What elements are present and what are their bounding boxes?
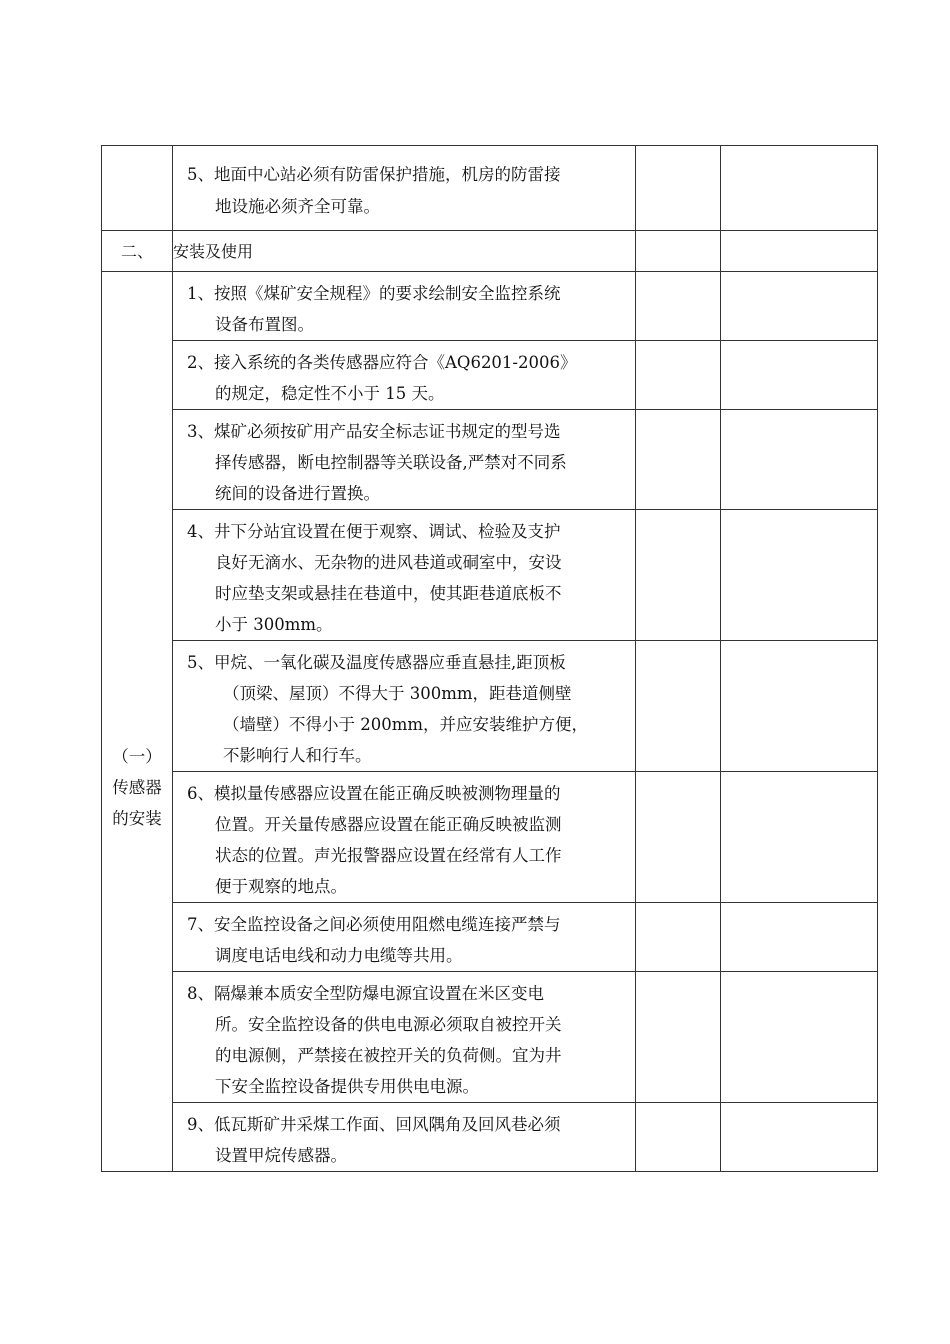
item-line: 地设施必须齐全可靠。: [215, 197, 380, 216]
item-line: 良好无滴水、无杂物的进风巷道或硐室中，安设: [215, 553, 562, 572]
section-title: 安装及使用: [173, 231, 636, 272]
check-cell: [636, 341, 721, 410]
remark-cell: [721, 410, 878, 510]
remark-cell: [721, 272, 878, 341]
item-text-cell: [173, 341, 636, 410]
check-cell: [636, 1103, 721, 1172]
item-line: 3、煤矿必须按矿用产品安全标志证书规定的型号选: [187, 422, 561, 441]
item-line: 状态的位置。声光报警器应设置在经常有人工作: [215, 846, 562, 865]
remark-cell: [721, 972, 878, 1103]
item-line: 5、甲烷、一氧化碳及温度传感器应垂直悬挂,距顶板: [187, 653, 566, 672]
item-line: （顶梁、屋顶）不得大于 300mm，距巷道侧壁: [223, 684, 572, 703]
check-cell: [636, 641, 721, 772]
group-label-line: 的安装: [112, 809, 162, 828]
item-line: 便于观察的地点。: [215, 877, 347, 896]
item-line: 4、井下分站宜设置在便于观察、调试、检验及支护: [187, 522, 561, 541]
remark-cell: [721, 641, 878, 772]
item-text-cell: [173, 641, 636, 772]
group-label-line: （一）: [112, 747, 162, 766]
table-row: [102, 772, 878, 903]
check-cell: [636, 972, 721, 1103]
table-row: [102, 341, 878, 410]
table-row: [102, 146, 878, 231]
table-row: [102, 410, 878, 510]
item-text-cell: [173, 410, 636, 510]
item-line: 小于 300mm。: [215, 615, 333, 634]
item-line: 下安全监控设备提供专用供电电源。: [215, 1077, 479, 1096]
item-line: 的规定，稳定性不小于 15 天。: [215, 384, 445, 403]
table-row: [102, 1103, 878, 1172]
table-row: [102, 510, 878, 641]
item-line: 8、隔爆兼本质安全型防爆电源宜设置在米区变电: [187, 984, 544, 1003]
item-line: 所。安全监控设备的供电电源必须取自被控开关: [215, 1015, 562, 1034]
check-cell: [636, 231, 721, 272]
inspection-table: [101, 145, 878, 1172]
item-text-cell: [173, 972, 636, 1103]
check-cell: [636, 410, 721, 510]
remark-cell: [721, 341, 878, 410]
check-cell: [636, 510, 721, 641]
item-text-cell: [173, 1103, 636, 1172]
item-text-cell: [173, 272, 636, 341]
check-cell: [636, 146, 721, 231]
section-number: 二、: [102, 231, 173, 272]
item-line: （墙壁）不得小于 200mm，并应安装维护方便，: [223, 715, 589, 734]
remark-cell: [721, 231, 878, 272]
remark-cell: [721, 772, 878, 903]
item-line: 择传感器，断电控制器等关联设备,严禁对不同系: [215, 453, 567, 472]
item-line: 的电源侧，严禁接在被控开关的负荷侧。宜为井: [215, 1046, 562, 1065]
table-row: [102, 641, 878, 772]
remark-cell: [721, 510, 878, 641]
item-text-cell: [173, 772, 636, 903]
section-row: [102, 231, 878, 272]
check-cell: [636, 272, 721, 341]
row-label-cell: [102, 146, 173, 231]
item-text-cell: [173, 903, 636, 972]
remark-cell: [721, 146, 878, 231]
item-line: 2、接入系统的各类传感器应符合《AQ6201-2006》: [187, 353, 577, 372]
item-line: 设置甲烷传感器。: [215, 1146, 347, 1165]
item-line: 1、按照《煤矿安全规程》的要求绘制安全监控系统: [187, 284, 561, 303]
item-line: 5、地面中心站必须有防雷保护措施，机房的防雷接: [187, 165, 561, 184]
item-line: 7、安全监控设备之间必须使用阻燃电缆连接严禁与: [187, 915, 561, 934]
item-line: 位置。开关量传感器应设置在能正确反映被监测: [215, 815, 562, 834]
check-cell: [636, 903, 721, 972]
group-label-line: 传感器: [112, 778, 162, 797]
item-text-cell: [173, 146, 636, 231]
remark-cell: [721, 903, 878, 972]
group-label-cell: [102, 272, 173, 1172]
item-line: 9、低瓦斯矿井采煤工作面、回风隅角及回风巷必须: [187, 1115, 561, 1134]
table-row: [102, 903, 878, 972]
remark-cell: [721, 1103, 878, 1172]
item-text-cell: [173, 510, 636, 641]
check-cell: [636, 772, 721, 903]
table-row: [102, 972, 878, 1103]
item-line: 统间的设备进行置换。: [215, 484, 380, 503]
item-line: 设备布置图。: [215, 315, 314, 334]
table-row: [102, 272, 878, 341]
item-line: 时应垫支架或悬挂在巷道中，使其距巷道底板不: [215, 584, 562, 603]
item-line: 6、模拟量传感器应设置在能正确反映被测物理量的: [187, 784, 561, 803]
item-line: 不影响行人和行车。: [223, 746, 372, 765]
item-line: 调度电话电线和动力电缆等共用。: [215, 946, 463, 965]
